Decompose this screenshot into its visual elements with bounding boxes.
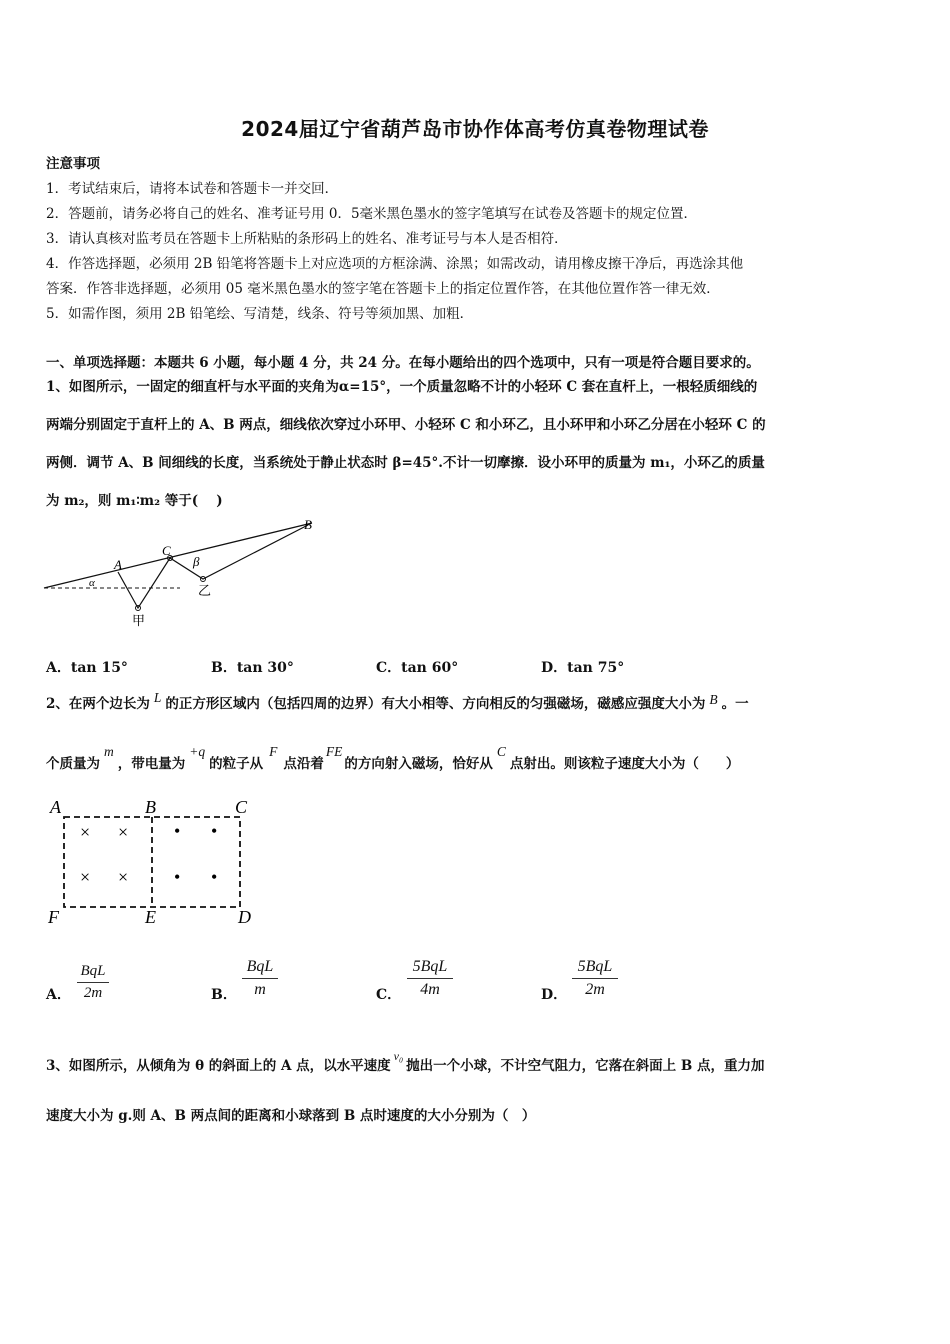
q3-line1 [46, 1049, 765, 1074]
corner-E-label: E [145, 907, 156, 927]
symbol-F: F [269, 744, 278, 759]
notice-item: 1．考试结束后，请将本试卷和答题卡一并交回． [46, 181, 339, 197]
numerator: 5BqL [407, 958, 453, 979]
symbol-q: +q [189, 744, 206, 759]
q2-option-c-label[interactable]: C． [376, 987, 402, 1003]
notice-item: 5．如需作图，须用 2B 铅笔绘、写清楚，线条、符号等须加黑、加粗． [46, 306, 474, 322]
q2-text: 的方向射入磁场，恰好从 [344, 756, 493, 772]
q2-option-d-fraction[interactable] [572, 958, 618, 999]
ring-jia-label: 甲 [132, 613, 146, 628]
q2-option-b-fraction[interactable] [242, 958, 278, 999]
field-cross: × [118, 822, 129, 842]
symbol-v0: v₀ [393, 1049, 404, 1063]
q2-option-a-label[interactable]: A． [46, 987, 71, 1003]
notice-heading: 注意事项 [46, 156, 100, 172]
denominator: 4m [420, 981, 440, 998]
q1-option-a[interactable]: A．tan 15° [46, 660, 128, 676]
field-cross: × [80, 822, 91, 842]
q1-line: 两端分别固定于直杆上的 A、B 两点，细线依次穿过小环甲、小轻环 C 和小环乙，且小环甲和小环乙分居在小轻环 C 的 [46, 417, 766, 433]
point-A-label: A [114, 557, 122, 572]
notice-item: 2．答题前，请务必将自己的姓名、准考证号用 0．5毫米黑色墨水的签字笔填写在试卷及答题卡的规定位置． [46, 206, 698, 222]
q1-option-b[interactable]: B．tan 30° [211, 660, 294, 676]
q2-option-b-label[interactable]: B． [211, 987, 237, 1003]
corner-D-label: D [238, 907, 251, 927]
symbol-C: C [496, 744, 506, 759]
field-dot: • [211, 821, 218, 841]
ring-yi-label: 乙 [198, 583, 212, 598]
corner-A-label: A [50, 797, 61, 817]
notice-item: 答案．作答非选择题，必须用 05 毫米黑色墨水的签字笔在答题卡上的指定位置作答，在其他位置作答一律无效． [46, 281, 720, 297]
q2-text: 2、在两个边长为 [46, 696, 150, 712]
symbol-FE: FE [325, 744, 343, 759]
q2-option-d-label[interactable]: D． [541, 987, 568, 1003]
q2-text: 个质量为 [46, 756, 100, 772]
field-dot: • [174, 821, 181, 841]
symbol-m: m [104, 744, 114, 759]
q2-option-c-fraction[interactable] [407, 958, 453, 999]
q2-text: 的正方形区域内（包括四周的边界）有大小相等、方向相反的匀强磁场，磁感应强度大小为 [165, 696, 706, 712]
q1-option-c[interactable]: C．tan 60° [376, 660, 459, 676]
q3-text: 抛出一个小球，不计空气阻力，它落在斜面上 B 点，重力加 [406, 1058, 765, 1074]
field-cross: × [80, 867, 91, 887]
notice-item: 4．作答选择题，必须用 2B 铅笔将答题卡上对应选项的方框涂满、涂黑；如需改动，请用橡皮擦干净后，再选涂其他 [46, 256, 744, 272]
denominator: 2m [83, 985, 103, 1001]
point-C-label: C [162, 543, 171, 558]
corner-C-label: C [235, 797, 248, 817]
symbol-B: B [709, 692, 718, 707]
field-dot: • [211, 867, 218, 887]
corner-F-label: F [48, 907, 59, 927]
notice-item: 3．请认真核对监考员在答题卡上所粘贴的条形码上的姓名、准考证号与本人是否相符． [46, 231, 568, 247]
q3-line2: 速度大小为 g.则 A、B 两点间的距离和小球落到 B 点时速度的大小分别为（ ） [46, 1108, 536, 1124]
q2-figure [40, 795, 270, 930]
point-B-label: B [304, 517, 312, 532]
numerator: BqL [77, 963, 109, 983]
section-heading: 一、单项选择题：本题共 6 小题，每小题 4 分，共 24 分。在每小题给出的四个选项中，只有一项是符合题目要求的。 [46, 355, 760, 371]
q1-line: 为 m₂，则 m₁∶m₂ 等于( ) [46, 493, 223, 509]
q1-figure [40, 515, 320, 630]
q2-text: 的粒子从 [209, 756, 264, 772]
numerator: 5BqL [572, 958, 618, 979]
q2-text: 。一 [721, 696, 749, 712]
denominator: 2m [585, 981, 605, 998]
q2-option-a-fraction[interactable] [77, 963, 109, 1002]
field-cross: × [118, 867, 129, 887]
alpha-label: α [89, 577, 95, 589]
q2-line1 [46, 692, 749, 712]
q3-text: 3、如图所示，从倾角为 θ 的斜面上的 A 点，以水平速度 [46, 1058, 391, 1074]
q2-line2 [46, 744, 740, 772]
numerator: BqL [242, 958, 278, 979]
q2-text: 点沿着 [283, 756, 324, 772]
q2-text: ，带电量为 [117, 756, 186, 772]
q1-option-d[interactable]: D．tan 75° [541, 660, 625, 676]
field-dot: • [174, 867, 181, 887]
q1-line: 两侧．调节 A、B 间细线的长度，当系统处于静止状态时 β=45°.不计一切摩擦．设小环甲的质量为 m₁，小环乙的质量 [46, 455, 765, 471]
page-title: 2024届辽宁省葫芦岛市协作体高考仿真卷物理试卷 [241, 117, 709, 141]
corner-B-label: B [145, 797, 156, 817]
beta-label: β [193, 554, 200, 569]
q2-text: 点射出。则该粒子速度大小为（ ） [509, 756, 740, 772]
denominator: m [254, 981, 266, 998]
symbol-L: L [153, 690, 162, 705]
q1-line: 1、如图所示，一固定的细直杆与水平面的夹角为α=15°，一个质量忽略不计的小轻环 C 套在直杆上，一根轻质细线的 [46, 379, 758, 395]
